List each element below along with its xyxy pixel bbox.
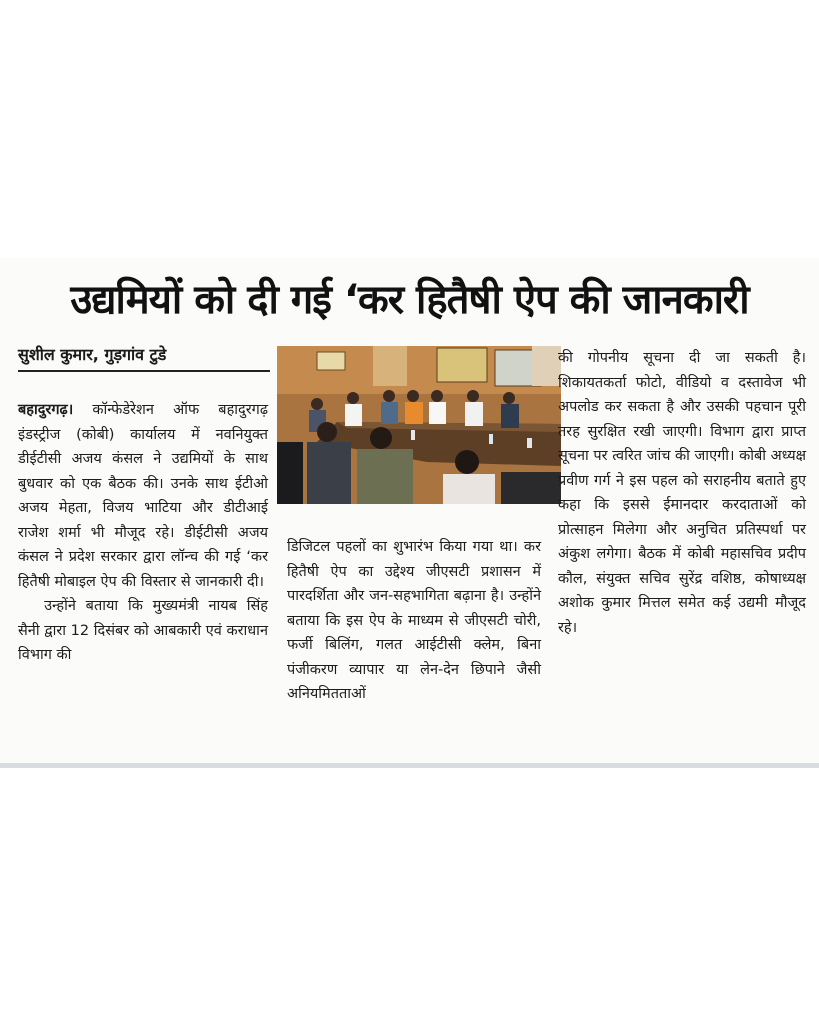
article-column-3 bbox=[558, 346, 806, 640]
article-column-2 bbox=[287, 535, 541, 707]
article-byline: सुशील कुमार, गुड़गांव टुडे bbox=[18, 343, 270, 372]
meeting-photo-image bbox=[277, 346, 561, 504]
article-paragraph bbox=[18, 398, 268, 594]
article-text: कॉन्फेडेरेशन ऑफ बहादुरगढ़ इंडस्ट्रीज (कोबी) कार्यालय में नवनियुक्त डीईटीसी अजय कंसल ने उद्यमियों के साथ बुधवार को एक बैठक की। उनके साथ ईटीओ अजय मेहता, विजय भाटिया और डीटीआई राजेश शर्मा भी मौजूद रहे। डीईटीसी अजय कंसल ने प्रदेश सरकार द्वारा लॉन्च की गई ‘कर हितैषी मोबाइल ऐप की विस्तार से जानकारी दी। bbox=[18, 402, 268, 590]
newspaper-clipping bbox=[0, 258, 819, 768]
article-dateline: बहादुरगढ़। bbox=[18, 402, 74, 418]
article-headline: उद्यमियों को दी गई ‘कर हितैषी ऐप की जानकारी bbox=[70, 277, 749, 323]
article-column-1 bbox=[18, 398, 268, 668]
meeting-photo bbox=[277, 346, 561, 504]
article-paragraph: डिजिटल पहलों का शुभारंभ किया गया था। कर हितैषी ऐप का उद्देश्य जीएसटी प्रशासन में पारदर्शिता और जन-सहभागिता बढ़ाना है। उन्होंने बताया कि इस ऐप के माध्यम से जीएसटी चोरी, फर्जी बिलिंग, गलत आईटीसी क्लेम, बिना पंजीकरण व्यापार या लेन-देन छिपाने जैसी अनियमितताओं bbox=[287, 539, 541, 702]
article-paragraph: की गोपनीय सूचना दी जा सकती है। शिकायतकर्ता फोटो, वीडियो व दस्तावेज भी अपलोड कर सकता है और उसकी पहचान पूरी तरह सुरक्षित रखी जाएगी। विभाग द्वारा प्राप्त सूचना पर त्वरित जांच की जाएगी। कोबी अध्यक्ष प्रवीण गर्ग ने इस पहल को सराहनीय बताते हुए कहा कि इससे ईमानदार करदाताओं को प्रोत्साहन मिलेगा और अनुचित प्रतिस्पर्धा पर अंकुश लगेगा। बैठक में कोबी महासचिव प्रदीप कौल, संयुक्त सचिव सुरेंद्र वशिष्ठ, कोषाध्यक्ष अशोक कुमार मित्तल समेत कई उद्यमी मौजूद रहे। bbox=[558, 350, 806, 636]
article-paragraph: उन्होंने बताया कि मुख्यमंत्री नायब सिंह सैनी द्वारा 12 दिसंबर को आबकारी एवं कराधान विभाग की bbox=[18, 598, 268, 663]
